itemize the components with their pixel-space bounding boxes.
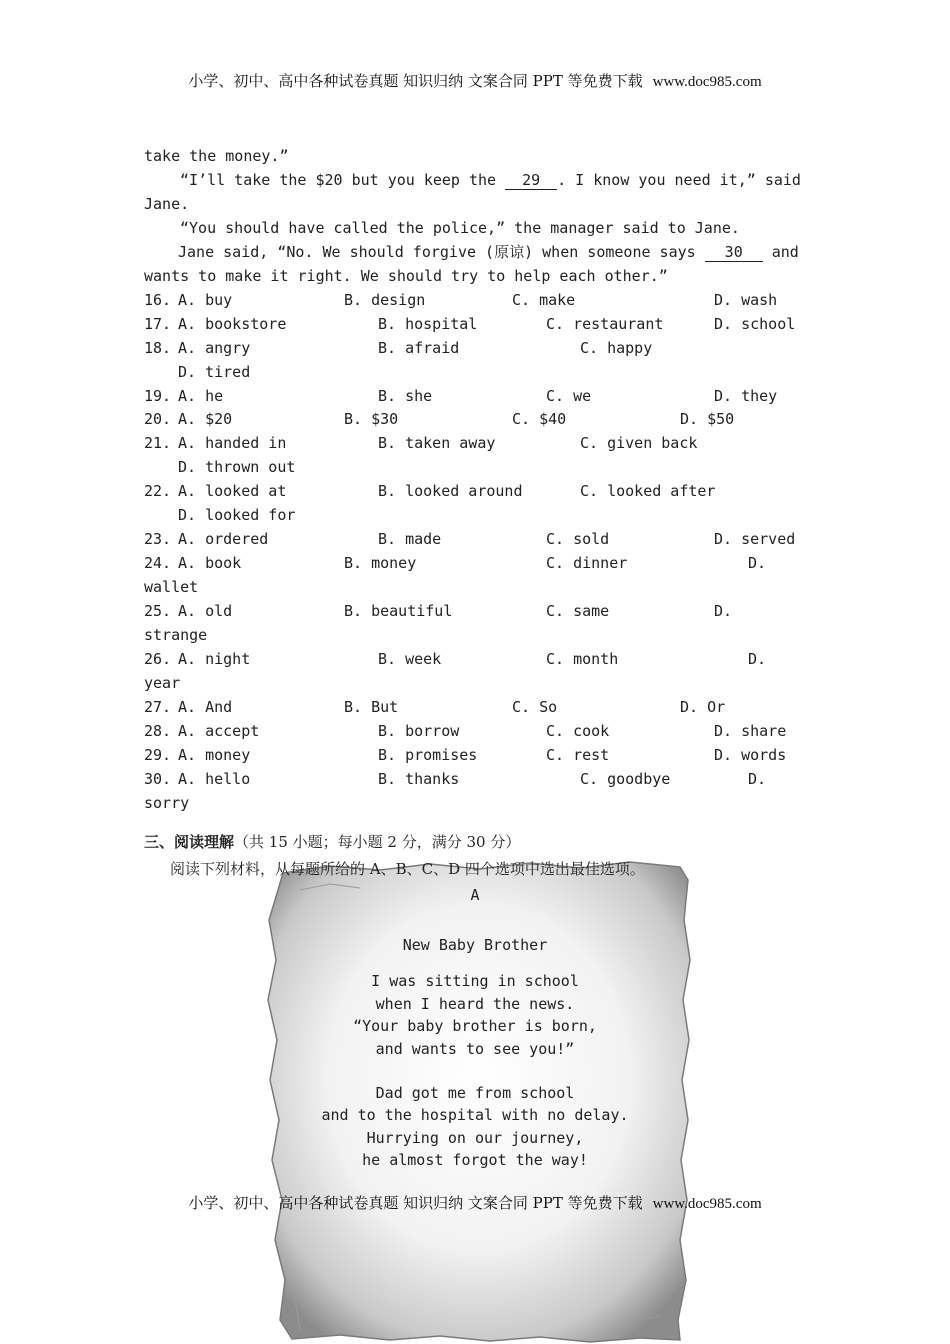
poem-line: when I heard the news. [375, 995, 575, 1013]
option-b: B. money [344, 554, 417, 572]
poem-line: and to the hospital with no delay. [321, 1106, 629, 1124]
option-d: D. they [714, 387, 778, 405]
option-c: C. restaurant [546, 315, 664, 333]
option-c: C. cook [546, 722, 610, 740]
option-c: C. month [546, 650, 619, 668]
option-b: B. thanks [378, 770, 460, 788]
option-a: A. accept [178, 722, 260, 740]
option-b: B. beautiful [344, 602, 453, 620]
option-a: A. bookstore [178, 315, 287, 333]
poem-line: Dad got me from school [375, 1084, 575, 1102]
option-a: A. he [178, 387, 224, 405]
q-number: 28. [144, 722, 172, 740]
header-text: 小学、初中、高中各种试卷真题 知识归纳 文案合同 PPT 等免费下载 [188, 72, 643, 90]
option-c: C. $40 [512, 410, 567, 428]
option-c: C. sold [546, 530, 610, 548]
option-b: B. $30 [344, 410, 399, 428]
option-a: A. hello [178, 770, 251, 788]
poem-line: I was sitting in school [371, 972, 579, 990]
q-number: 16. [144, 291, 172, 309]
option-b: B. promises [378, 746, 478, 764]
option-a: A. $20 [178, 410, 233, 428]
blank-29: 29 [505, 171, 557, 190]
page-footer [0, 1192, 950, 1213]
poem-line: and wants to see you!” [375, 1040, 575, 1058]
passage-line-6: wants to make it right. We should try to help each other.” [144, 267, 668, 285]
option-d: D. [714, 602, 733, 620]
option-c: C. same [546, 602, 610, 620]
option-b: B. looked around [378, 482, 523, 500]
passage-line-5: Jane said, “No. We should forgive (原谅) when someone says 30 and [178, 243, 799, 261]
option-c: C. dinner [546, 554, 628, 572]
passage-label: A [470, 886, 480, 904]
option-d-text: wallet [144, 578, 199, 596]
option-d: D. thrown out [178, 458, 296, 476]
q-number: 20. [144, 410, 172, 428]
option-d: D. served [714, 530, 796, 548]
option-d: D. school [714, 315, 796, 333]
option-d: D. words [714, 746, 787, 764]
q-number: 29. [144, 746, 172, 764]
poem-title: New Baby Brother [402, 936, 548, 954]
poem-line: he almost forgot the way! [362, 1151, 588, 1169]
option-b: B. made [378, 530, 442, 548]
option-d: D. [748, 650, 767, 668]
footer-text: 小学、初中、高中各种试卷真题 知识归纳 文案合同 PPT 等免费下载 [188, 1194, 643, 1212]
option-a: A. looked at [178, 482, 287, 500]
option-d: D. [748, 770, 767, 788]
option-d: D. tired [178, 363, 251, 381]
q-number: 25. [144, 602, 172, 620]
option-c: C. given back [580, 434, 698, 452]
option-a: A. And [178, 698, 233, 716]
q-number: 30. [144, 770, 172, 788]
option-b: B. hospital [378, 315, 478, 333]
section-heading: 三、阅读理解（共 15 小题；每小题 2 分，满分 30 分） [144, 833, 521, 851]
q-number: 18. [144, 339, 172, 357]
footer-site: www.doc985.com [652, 1196, 762, 1212]
option-a: A. night [178, 650, 251, 668]
passage-line-4: “You should have called the police,” the manager said to Jane. [180, 219, 740, 237]
option-b: B. design [344, 291, 426, 309]
option-b: B. borrow [378, 722, 460, 740]
option-c: C. we [546, 387, 592, 405]
option-a: A. handed in [178, 434, 287, 452]
q-number: 17. [144, 315, 172, 333]
blank-30: 30 [705, 243, 763, 262]
q-number: 22. [144, 482, 172, 500]
option-c: C. happy [580, 339, 653, 357]
option-b: B. afraid [378, 339, 460, 357]
option-c: C. looked after [580, 482, 716, 500]
option-c: C. So [512, 698, 558, 716]
option-a: A. angry [178, 339, 251, 357]
passage-line-1: take the money.” [144, 147, 289, 165]
option-d-text: sorry [144, 794, 190, 812]
option-a: A. ordered [178, 530, 269, 548]
option-d: D. wash [714, 291, 778, 309]
q-number: 19. [144, 387, 172, 405]
option-b: B. But [344, 698, 399, 716]
option-c: C. rest [546, 746, 610, 764]
q-number: 27. [144, 698, 172, 716]
option-a: A. money [178, 746, 251, 764]
passage-line-3: Jane. [144, 195, 190, 213]
option-d: D. share [714, 722, 787, 740]
option-d: D. looked for [178, 506, 296, 524]
poem-line: Hurrying on our journey, [366, 1129, 584, 1147]
option-d: D. $50 [680, 410, 735, 428]
poem-line: “Your baby brother is born, [353, 1017, 597, 1035]
option-d: D. Or [680, 698, 726, 716]
option-c: C. goodbye [580, 770, 671, 788]
option-c: C. make [512, 291, 576, 309]
option-b: B. she [378, 387, 433, 405]
q-number: 23. [144, 530, 172, 548]
option-d-text: strange [144, 626, 208, 644]
q-number: 21. [144, 434, 172, 452]
option-d-text: year [144, 674, 181, 692]
header-site: www.doc985.com [652, 74, 762, 90]
option-b: B. week [378, 650, 442, 668]
passage-line-2: “I’ll take the $20 but you keep the 29 . I know you need it,” said [180, 171, 801, 189]
q-number: 26. [144, 650, 172, 668]
q-number: 24. [144, 554, 172, 572]
option-b: B. taken away [378, 434, 496, 452]
option-a: A. book [178, 554, 242, 572]
option-d: D. [748, 554, 767, 572]
section-instruction: 阅读下列材料，从每题所给的 A、B、C、D 四个选项中选出最佳选项。 [170, 860, 645, 878]
option-a: A. buy [178, 291, 233, 309]
option-a: A. old [178, 602, 233, 620]
